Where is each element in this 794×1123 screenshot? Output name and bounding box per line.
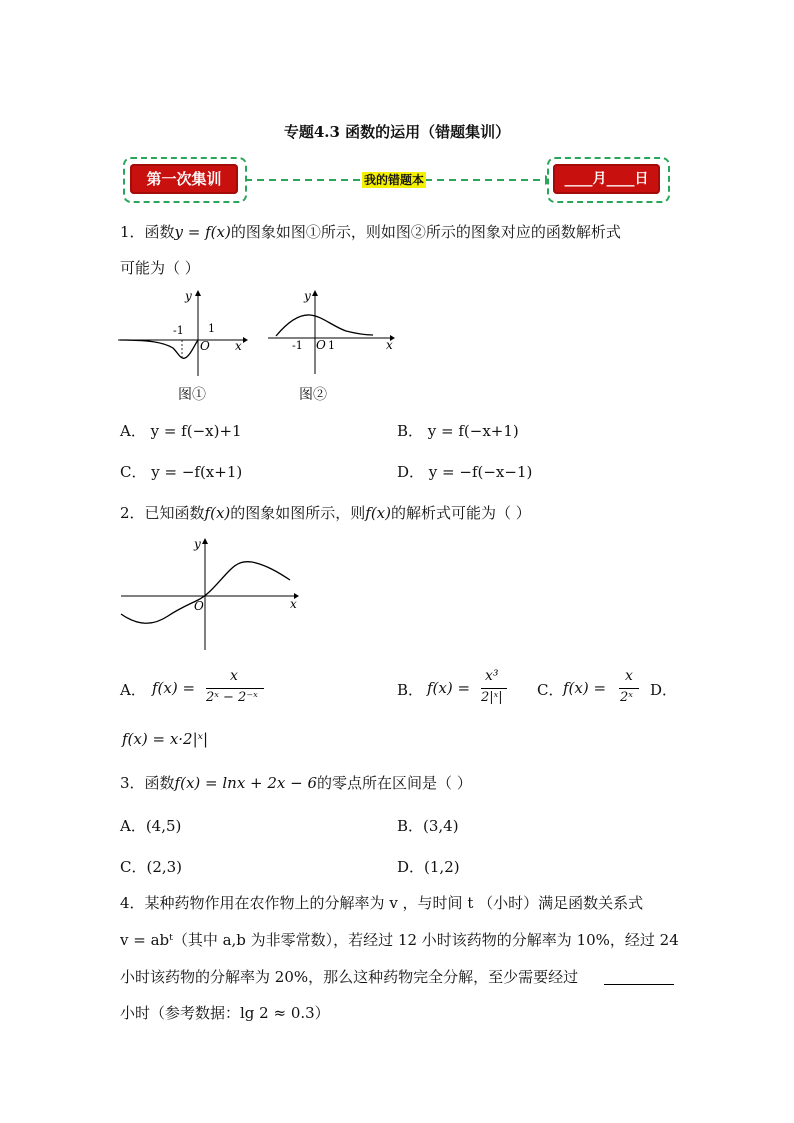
q3-stem-a: 3．函数 <box>120 774 175 792</box>
q2-b-fraction-bar <box>481 688 507 689</box>
q1-stem-line1 <box>120 221 621 243</box>
q2-c-lhs: f(x) = <box>563 679 607 697</box>
q2-b-label: B． <box>397 681 424 699</box>
banner-right-label: ____月____日 <box>553 164 660 194</box>
page-title: 专题4.3 函数的运用（错题集训） <box>283 123 511 141</box>
q3-option-b: B．(3,4) <box>397 817 459 835</box>
q2-c-denominator: 2ˣ <box>620 690 633 705</box>
q2-b-denominator: 2|ˣ| <box>481 690 503 705</box>
q3-option-d: D．(1,2) <box>397 858 460 876</box>
q1-figure-2 <box>268 288 398 378</box>
q1-stem-a: 1．函数 <box>120 223 175 241</box>
q2-fig-x-label: x <box>290 597 297 611</box>
q1-stem-b: 的图象如图①所示，则如图②所示的图象对应的函数解析式 <box>230 223 621 241</box>
q2-c-label: C． <box>537 681 564 699</box>
q1-expr: y = f(x) <box>174 223 231 241</box>
q2-stem-c: 的解析式可能为（ ） <box>391 504 531 522</box>
q4-line-2: v = abᵗ（其中 a,b 为非零常数），若经过 12 小时该药物的分解率为 10%，经过 24 <box>120 931 679 949</box>
q4-line-4: 小时（参考数据：lg 2 ≈ 0.3） <box>120 1004 330 1022</box>
q2-expr2: f(x) <box>365 504 391 522</box>
q1-option-c: C． y = −f(x+1) <box>120 463 243 481</box>
q2-stem-a: 2．已知函数 <box>120 504 205 522</box>
q1-stem-line2: 可能为（ ） <box>120 259 200 277</box>
q1-figure-1 <box>118 288 248 378</box>
q2-a-lhs: f(x) = <box>152 679 196 697</box>
fig1-one-label: 1 <box>208 322 215 335</box>
banner-left-label: 第一次集训 <box>130 164 238 194</box>
q2-fig-origin-label: O <box>194 599 204 613</box>
fig2-one-label: 1 <box>328 339 335 352</box>
q3-option-a: A．(4,5) <box>120 817 182 835</box>
q4-line-1: 4．某种药物作用在农作物上的分解率为 v ，与时间 t （小时）满足函数关系式 <box>120 894 644 912</box>
q2-stem <box>120 502 531 524</box>
fig2-x-label: x <box>386 338 393 352</box>
q2-option-d-expr: f(x) = x·2|ˣ| <box>122 730 209 748</box>
q2-figure <box>118 534 308 654</box>
q3-stem-b: 的零点所在区间是（ ） <box>317 774 472 792</box>
q3-stem <box>120 772 472 794</box>
q1-fig1-caption: 图① <box>178 387 206 403</box>
q1-option-d: D． y = −f(−x−1) <box>397 463 533 481</box>
q2-c-numerator: x <box>625 668 633 684</box>
q2-b-lhs: f(x) = <box>427 679 471 697</box>
q2-a-numerator: x <box>230 668 238 684</box>
q3-option-c: C．(2,3) <box>120 858 183 876</box>
q1-option-b: B． y = f(−x+1) <box>397 422 519 440</box>
q4-line-3: 小时该药物的分解率为 20%，那么这种药物完全分解，至少需要经过 <box>120 968 579 986</box>
fig1-y-label: y <box>185 289 192 303</box>
q2-a-denominator: 2ˣ − 2⁻ˣ <box>206 690 258 705</box>
fig1-x-label: x <box>235 339 242 353</box>
q1-option-a: A． y = f(−x)+1 <box>120 422 242 440</box>
q3-expr: f(x) = lnx + 2x − 6 <box>174 774 318 792</box>
fig2-origin-label: O <box>316 338 326 352</box>
q2-a-fraction-bar <box>206 688 264 689</box>
q2-stem-b: 的图象如图所示，则 <box>230 504 366 522</box>
fig1-origin-label: O <box>200 339 210 353</box>
q2-b-numerator: x³ <box>485 668 499 684</box>
fig1-neg1-label: -1 <box>173 324 184 337</box>
fig2-y-label: y <box>304 289 311 303</box>
q2-option-d-label: D． <box>650 681 678 699</box>
fig2-neg1-label: -1 <box>292 339 303 352</box>
q4-answer-blank[interactable] <box>604 984 674 985</box>
banner-center-label: 我的错题本 <box>364 173 425 187</box>
q2-c-fraction-bar <box>619 688 639 689</box>
q2-a-label: A． <box>120 681 146 699</box>
q2-fig-y-label: y <box>194 537 201 551</box>
q1-fig2-caption: 图② <box>299 387 327 403</box>
q2-expr1: f(x) <box>204 504 231 522</box>
